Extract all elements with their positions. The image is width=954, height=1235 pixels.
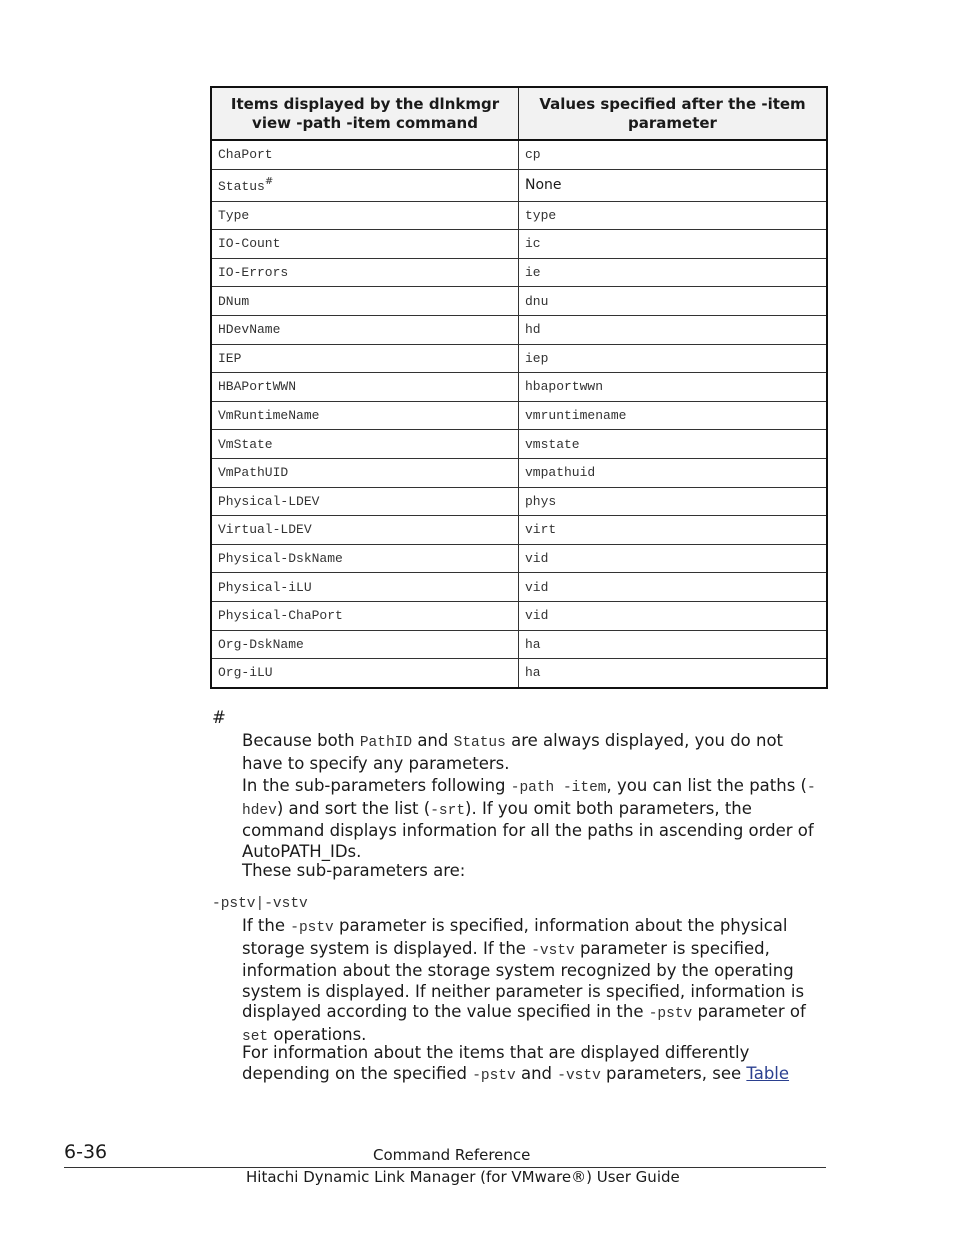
value-cell: type [519,201,828,230]
item-name: Physical-LDEV [218,493,320,509]
code-status: Status [453,735,506,751]
table-row [211,230,827,259]
text: , you can list the paths ( [606,776,807,795]
item-cell [211,516,519,545]
text: and [412,731,454,750]
item-name: Physical-iLU [218,579,312,595]
item-name: Type [218,207,250,223]
table-row [211,430,827,459]
text: In the sub-parameters following [242,776,511,795]
value-cell: vmstate [519,430,828,459]
table-row [211,544,827,573]
footer-section: Command Reference [373,1146,531,1164]
value-cell: phys [519,487,828,516]
header-items-displayed: Items displayed by the dlnkmgr view -path -item command [211,87,519,140]
value-cell: None [519,169,828,201]
item-cell [211,287,519,316]
item-cell [211,573,519,602]
item-cell [211,201,519,230]
footer-title: Hitachi Dynamic Link Manager (for VMware®) User Guide [246,1168,680,1186]
item-name: ChaPort [218,147,273,163]
value-cell: ic [519,230,828,259]
value-cell: hd [519,315,828,344]
table-row [211,630,827,659]
item-cell [211,258,519,287]
table-row [211,344,827,373]
text: parameters, see [600,1063,747,1083]
table-row [211,258,827,287]
param-paragraph-2 [242,1043,822,1086]
item-name: DNum [218,293,250,309]
item-cell [211,544,519,573]
note-paragraph-2 [242,776,822,862]
code-vstv: -vstv [557,1067,601,1084]
text: ). If you omit both parameters, the command displays information for all the paths in ascending order of AutoPATH_IDs. [242,798,814,861]
value-cell: virt [519,516,828,545]
code-pathid: PathID [359,735,413,751]
value-cell: ha [519,659,828,688]
value-cell: vid [519,544,828,573]
item-name: Virtual-LDEV [218,522,312,538]
item-name: Physical-ChaPort [218,608,343,624]
item-name: VmRuntimeName [218,408,320,424]
value-cell: dnu [519,287,828,316]
item-name: Status [218,179,265,195]
code-pstv: -pstv [290,920,334,936]
item-cell [211,601,519,630]
item-cell [211,487,519,516]
param-name: -pstv|-vstv [212,896,308,912]
item-cell [211,430,519,459]
table-row [211,201,827,230]
code-pstv: -pstv [648,1006,693,1022]
text: If the [242,916,291,935]
items-table [210,86,828,689]
item-name: VmPathUID [218,465,289,481]
item-name: IEP [218,350,242,366]
text: and [515,1063,558,1083]
value-cell: hbaportwwn [519,373,828,402]
table-link[interactable]: Table [746,1063,790,1083]
text: are always displayed, you do not have to specify any parameters. [242,731,784,773]
table-row [211,659,827,688]
header-values-specified: Values specified after the -item parameter [519,87,828,140]
item-cell [211,140,519,169]
item-name: Physical-DskName [218,551,343,567]
code-vstv: -vstv [531,942,575,959]
text: parameter is specified, information about the storage system recognized by the operating system is displayed. If neither parameter is specified, information is displayed according to the value specified in the [242,938,805,1021]
text: These sub-parameters are: [242,861,466,880]
text: operations. [268,1024,367,1044]
item-cell [211,659,519,688]
text: For information about the items that are displayed differently depending on the specified [242,1043,750,1083]
page-number: 6-36 [64,1141,108,1163]
footnote-mark: # [264,176,274,188]
table-row [211,169,827,201]
table-row [211,140,827,169]
table-row [211,315,827,344]
table-row [211,573,827,602]
item-cell [211,401,519,430]
item-cell [211,458,519,487]
text: Because both [242,731,360,750]
value-cell: vmpathuid [519,458,828,487]
table-row [211,516,827,545]
text: parameter of [692,1002,806,1021]
value-cell: vmruntimename [519,401,828,430]
item-cell [211,630,519,659]
item-name: IO-Errors [218,265,289,281]
value-cell: ha [519,630,828,659]
item-name: HBAPortWWN [218,379,297,395]
text: ) and sort the list ( [276,798,431,818]
item-name: HDevName [218,322,281,338]
item-name: VmState [218,436,273,452]
note-paragraph-3 [242,861,822,882]
item-cell [211,373,519,402]
table-row [211,287,827,316]
value-cell: vid [519,573,828,602]
table-row [211,401,827,430]
text: parameter is specified, information about the physical storage system is displayed. If the [242,916,788,958]
item-cell [211,230,519,259]
value-cell: iep [519,344,828,373]
item-cell [211,344,519,373]
note-paragraph-1 [242,731,822,774]
table-header-row [211,87,827,140]
item-name: IO-Count [218,236,281,252]
code-pstv: -pstv [472,1067,516,1084]
item-cell [211,315,519,344]
code-srt: -srt [430,802,466,819]
footnote-mark: # [212,708,226,727]
param-term [212,892,816,915]
item-cell [211,169,519,201]
param-paragraph-1 [242,916,822,1047]
code-hdev: -hdev [242,780,816,819]
table-row [211,458,827,487]
table-row [211,601,827,630]
code-set: set [242,1028,269,1045]
value-cell: vid [519,601,828,630]
note-marker [212,708,816,729]
value-cell: ie [519,258,828,287]
code-path-item: -path -item [510,780,607,796]
item-name: Org-DskName [218,636,304,652]
value-cell: cp [519,140,828,169]
table-row [211,487,827,516]
item-name: Org-iLU [218,665,273,681]
table-row [211,373,827,402]
